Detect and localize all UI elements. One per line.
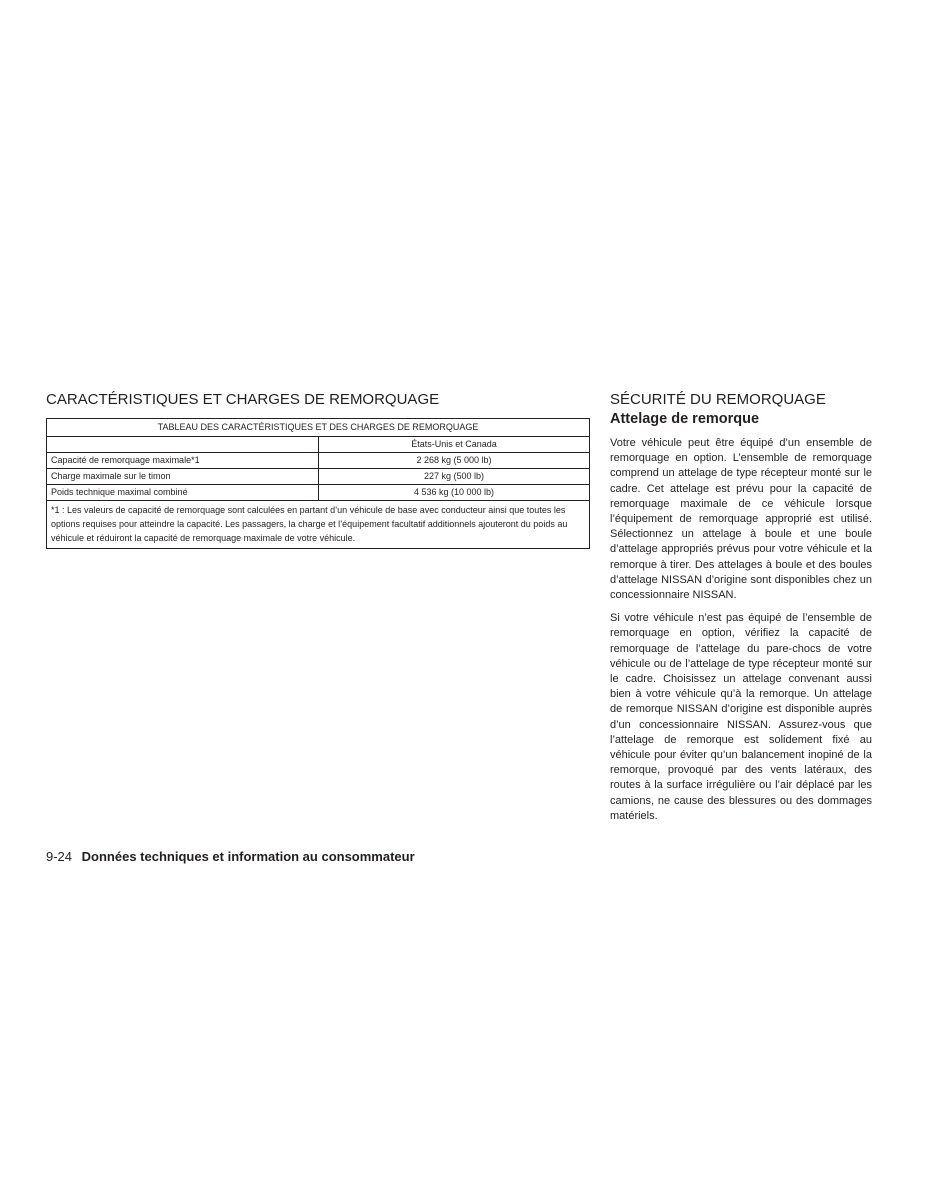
table-footnote: *1 : Les valeurs de capacité de remorquage sont calculées en partant d’un véhicule de base avec conducteur ainsi que toutes les options requises pour atteindre la capacité. Les passagers, la charge et l’équipement facultatif additionnels ajouteront du poids au véhicule et réduiront la capacité de remorquage maximale de votre véhicule. (47, 501, 590, 549)
table-column-header: États-Unis et Canada (319, 437, 590, 453)
body-paragraph: Si votre véhicule n’est pas équipé de l’ensemble de remorquage en option, vérifiez la capacité de remorquage de l’attelage du pare-chocs de votre véhicule ou de l’attelage de type récepteur monté sur le cadre. Choisissez un attelage convenant aussi bien à votre véhicule qu’à la remorque. Un attelage de remorque NISSAN d’origine est disponible auprès d’un concessionnaire NISSAN. Assurez-vous que l’attelage de remorque est solidement fixé au véhicule pour éviter qu’un balancement inopiné de la remorque, provoqué par des vents latéraux, des routes à la surface irrégulière ou l’air déplacé par les camions, ne cause des blessures ou des dommages matériels. (610, 612, 872, 822)
row-label: Poids technique maximal combiné (47, 485, 319, 501)
section-title: SÉCURITÉ DU REMORQUAGE (610, 391, 826, 408)
subsection-title: Attelage de remorque (610, 411, 760, 427)
towing-specs-table (46, 418, 590, 549)
page-number: 9-24 (46, 849, 73, 864)
table-caption: TABLEAU DES CARACTÉRISTIQUES ET DES CHARGES DE REMORQUAGE (47, 419, 590, 437)
table-row (47, 453, 590, 469)
body-paragraph: Votre véhicule peut être équipé d’un ensemble de remorquage en option. L’ensemble de remorquage comprend un attelage de type récepteur monté sur le cadre. Cet attelage est prévu pour la capacité de remorquage maximale de ce véhicule lorsque l’équipement de remorquage approprié est utilisé. Sélectionnez un attelage à boule et une boule d’attelage appropriés prévus pour votre véhicule et la remorque à tirer. Des attelages à boule et des boules d’attelage NISSAN d’origine sont disponibles chez un concessionnaire NISSAN. (610, 437, 872, 602)
table-header-blank (47, 437, 319, 453)
row-label: Capacité de remorquage maximale*1 (47, 453, 319, 469)
row-value: 227 kg (500 lb) (319, 469, 590, 485)
table-row (47, 469, 590, 485)
row-value: 4 536 kg (10 000 lb) (319, 485, 590, 501)
towing-specs-section (46, 390, 590, 549)
row-value: 2 268 kg (5 000 lb) (319, 453, 590, 469)
page-footer (46, 848, 415, 866)
towing-safety-section (610, 390, 872, 832)
section-title: CARACTÉRISTIQUES ET CHARGES DE REMORQUAGE (46, 391, 440, 408)
table-row (47, 485, 590, 501)
row-label: Charge maximale sur le timon (47, 469, 319, 485)
footer-section-title: Données techniques et information au consommateur (81, 849, 415, 864)
